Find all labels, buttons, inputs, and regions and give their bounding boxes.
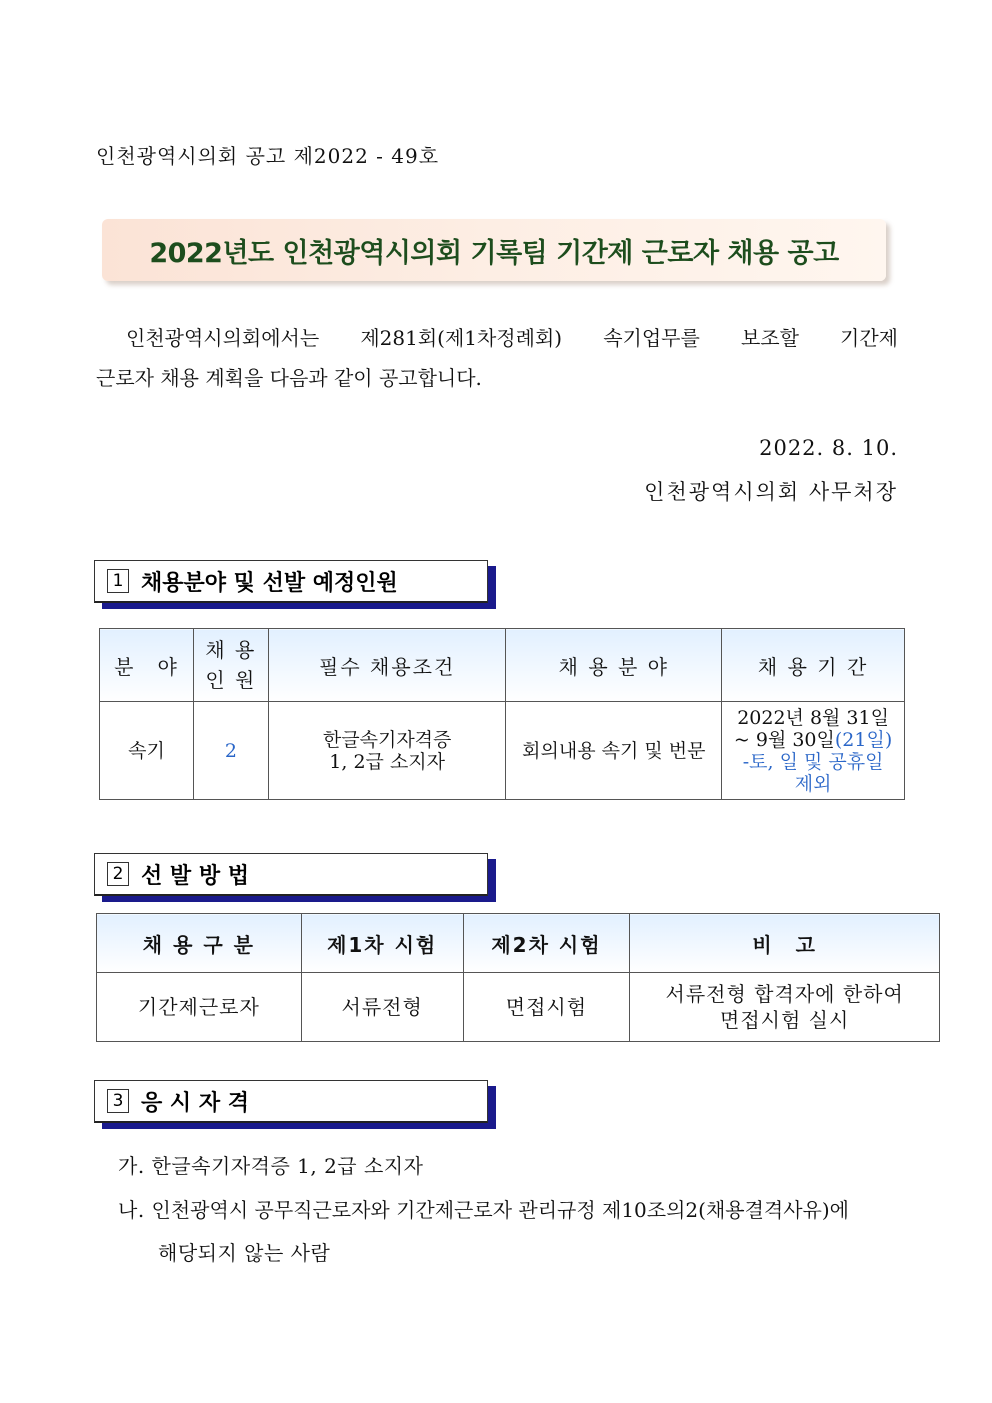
selection-table <box>96 913 940 1042</box>
qualification-item <box>118 1194 908 1223</box>
section-title: 채용분야 및 선발 예정인원 <box>141 570 398 596</box>
header-count-line1: 채 용 <box>205 638 257 662</box>
section-header-3 <box>94 1080 488 1123</box>
section-number: 2 <box>107 862 129 886</box>
period-line: 2022년 8월 31일 <box>737 706 889 729</box>
period-line: -토, 일 및 공휴일 <box>742 750 884 773</box>
header-exam1: 제1차 시험 <box>301 914 463 973</box>
cell-count: 2 <box>193 702 268 800</box>
table-row <box>97 973 940 1042</box>
cell-exam2: 면접시험 <box>463 973 630 1042</box>
note-line: 면접시험 실시 <box>720 1008 850 1032</box>
table-header-row <box>97 914 940 973</box>
header-note: 비 고 <box>630 914 940 973</box>
header-period: 채 용 기 간 <box>722 629 905 702</box>
period-line <box>722 729 904 751</box>
item-marker: 가. <box>118 1154 145 1178</box>
section-header-2 <box>94 853 488 896</box>
section-header-1 <box>94 560 488 603</box>
item-text: 인천광역시 공무직근로자와 기간제근로자 관리규정 제10조의2(채용결격사유)에 <box>151 1198 849 1222</box>
section-title: 선 발 방 법 <box>141 863 249 889</box>
note-line: 서류전형 합격자에 한하여 <box>665 982 904 1006</box>
cell-field: 속기 <box>100 702 194 800</box>
header-field: 분 야 <box>100 629 194 702</box>
cell-category: 기간제근로자 <box>97 973 302 1042</box>
intro-word: 속기업무를 <box>603 326 700 350</box>
cell-exam1: 서류전형 <box>301 973 463 1042</box>
cell-area: 회의내용 속기 및 번문 <box>506 702 722 800</box>
intro-word: 기간제 <box>840 326 898 350</box>
notice-number: 인천광역시의회 공고 제2022 - 49호 <box>96 144 440 168</box>
table-header-row <box>100 629 905 702</box>
requirement-line: 1, 2급 소지자 <box>329 750 446 773</box>
period-end: ~ 9월 30일 <box>733 728 835 751</box>
issuer: 인천광역시의회 사무처장 <box>644 480 898 504</box>
section-title: 응 시 자 격 <box>141 1090 249 1116</box>
cell-requirement <box>268 702 506 800</box>
intro-word: 인천광역시의회에서는 <box>126 326 320 350</box>
cell-note <box>630 973 940 1042</box>
table-row <box>100 702 905 800</box>
header-category: 채 용 구 분 <box>97 914 302 973</box>
title-banner <box>102 219 886 281</box>
header-count-line2: 인 원 <box>205 668 257 692</box>
page-title: 2022년도 인천광역시의회 기록팀 기간제 근로자 채용 공고 <box>149 237 839 269</box>
recruitment-table <box>99 628 905 800</box>
header-requirement: 필수 채용조건 <box>268 629 506 702</box>
header-area: 채 용 분 야 <box>506 629 722 702</box>
qualification-item <box>118 1150 423 1179</box>
intro-line-1 <box>96 318 898 358</box>
intro-paragraph <box>96 318 898 398</box>
intro-line-2: 근로자 채용 계획을 다음과 같이 공고합니다. <box>96 366 482 390</box>
intro-word: 보조할 <box>740 326 799 350</box>
period-days: (21일) <box>834 728 893 751</box>
section-number: 1 <box>107 569 129 593</box>
item-text: 한글속기자격증 1, 2급 소지자 <box>151 1154 424 1178</box>
notice-date: 2022. 8. 10. <box>759 436 898 460</box>
item-marker: 나. <box>118 1198 145 1222</box>
period-line: 제외 <box>794 772 832 795</box>
header-exam2: 제2차 시험 <box>463 914 630 973</box>
intro-word: 제281회(제1차정례회) <box>360 326 563 350</box>
qualification-continuation: 해당되지 않는 사람 <box>158 1241 331 1265</box>
requirement-line: 한글속기자격증 <box>322 728 452 751</box>
header-count <box>193 629 268 702</box>
section-number: 3 <box>107 1089 129 1113</box>
cell-period <box>722 702 905 800</box>
